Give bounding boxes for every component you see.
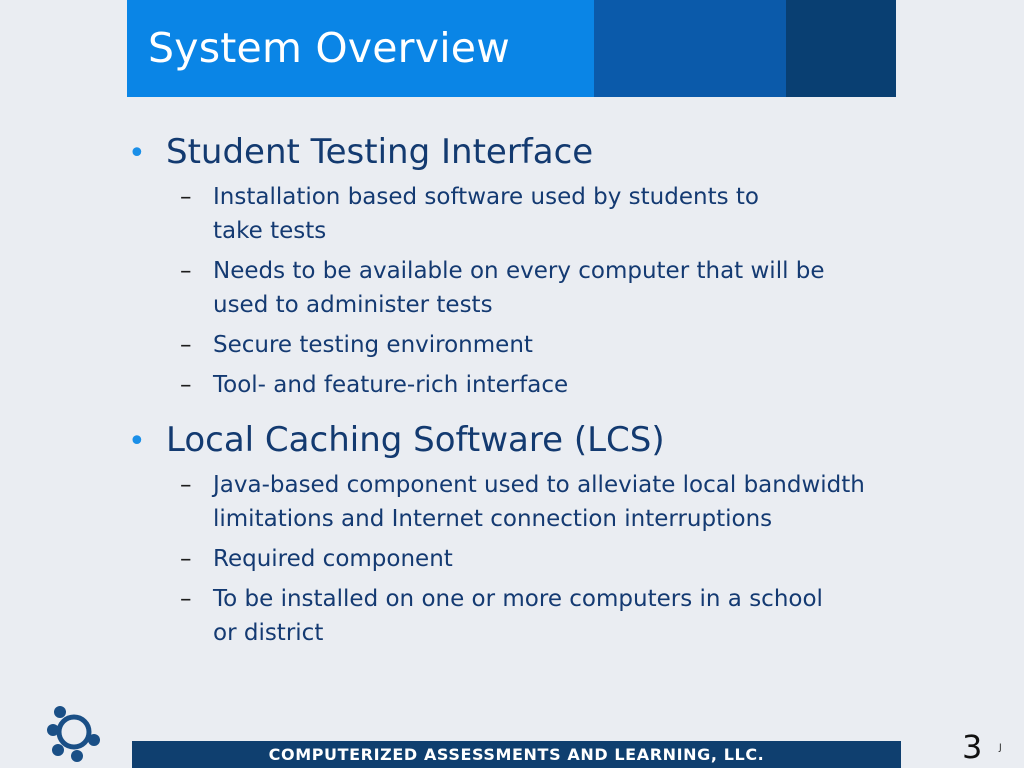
footer-company-name: COMPUTERIZED ASSESSMENTS AND LEARNING, LLC. [268,745,765,764]
sub-text: To be installed on one or more computers in a school or district [213,586,823,646]
sub-dash: – [180,184,192,210]
sub-dash: – [180,372,192,398]
sub-text: Required component [213,546,453,572]
sub-text: Secure testing environment [213,332,533,358]
sub-list [180,468,958,650]
slide-title: System Overview [148,24,510,72]
sub-dash: – [180,332,192,358]
sub-text: Needs to be available on every computer that will be used to administer tests [213,258,825,318]
sub-text: Java-based component used to alleviate local bandwidth limitations and Internet connection interruptions [213,472,865,532]
bullet-dot: • [128,424,146,459]
sub-item [180,254,958,322]
sub-item [180,180,958,248]
bullet-student-testing-interface [128,132,958,174]
footer-bar [132,741,901,768]
sub-dash: – [180,586,192,612]
sub-item [180,542,958,576]
bullet-dot: • [128,136,146,171]
sub-item [180,328,958,362]
sub-text: Tool- and feature-rich interface [213,372,569,398]
sub-dash: – [180,258,192,284]
sub-item [180,582,958,650]
sub-item [180,368,958,402]
sub-dash: – [180,546,192,572]
corner-mark: J [999,743,1002,753]
bullet-label: Student Testing Interface [166,132,594,172]
cal-logo-icon [44,700,104,764]
page-number: 3 [962,728,983,766]
sub-list [180,180,958,402]
sub-text: Installation based software used by students to take tests [213,184,759,244]
bullet-label: Local Caching Software (LCS) [166,420,665,460]
slide-content [128,132,958,668]
sub-item [180,468,958,536]
title-band-segment-medium [594,0,786,97]
title-band-segment-dark [786,0,896,97]
bullet-local-caching-software [128,420,958,462]
sub-dash: – [180,472,192,498]
